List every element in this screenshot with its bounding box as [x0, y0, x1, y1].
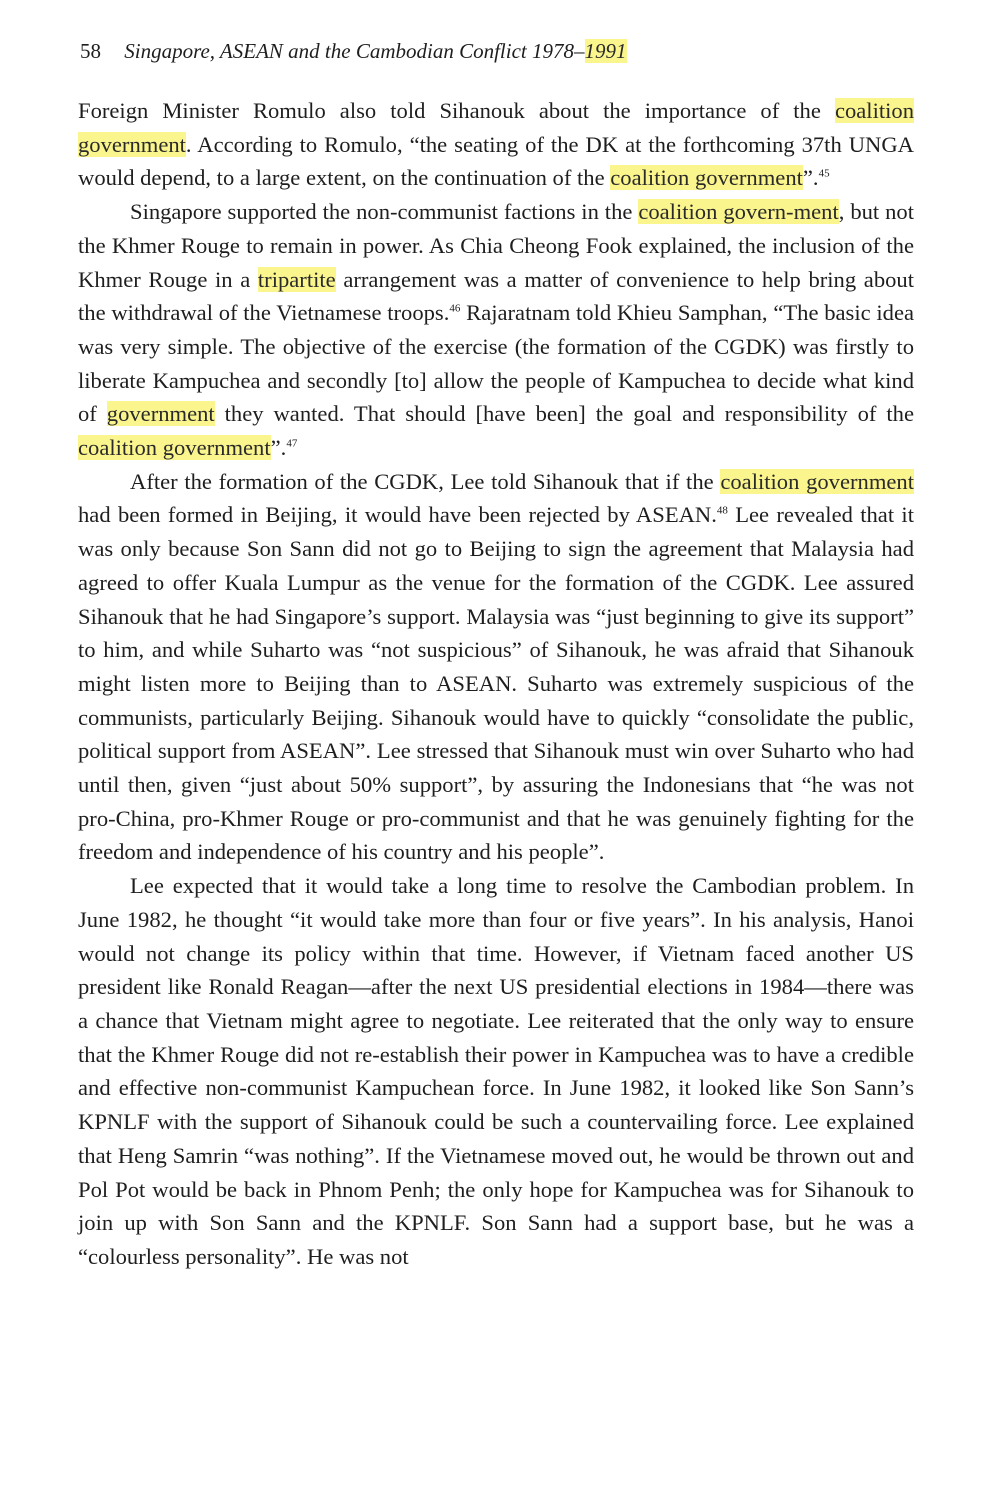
highlighted-text: coalition government: [610, 165, 803, 191]
highlighted-text: coalition government: [720, 468, 915, 494]
text-run: arrangement was a matter of convenience to help bring about the withdrawal of the Vietnamese troops.: [78, 266, 914, 326]
running-title: [124, 39, 626, 63]
text-run: , but not the Khmer Rouge to remain in power. As Chia Cheong Fook explained, the inclusion of the Khmer Rouge in a: [78, 199, 914, 292]
paragraph: [78, 195, 914, 465]
running-head: [80, 36, 920, 66]
text-run: Rajaratnam told Khieu Samphan, “The basic idea was very simple. The objective of the exercise (the formation of the CGDK) was firstly to liberate Kampuchea and secondly [to] allow the people of Kampuchea to decide what kind of: [78, 300, 915, 427]
footnote-ref: 46: [449, 302, 461, 315]
text-run: Foreign Minister Romulo also told Sihanouk about the importance of the: [78, 98, 835, 123]
paragraph: [78, 94, 914, 195]
highlighted-text: tripartite: [257, 266, 336, 292]
text-run: After the formation of the CGDK, Lee told Sihanouk that if the: [130, 468, 721, 494]
text-run: Singapore supported the non-communist factions in the: [130, 199, 639, 225]
highlighted-text: government: [106, 401, 215, 427]
highlighted-text: coalition govern-ment: [638, 199, 839, 225]
text-run: ”.: [270, 435, 287, 461]
text-run: Lee revealed that it was only because Son Sann did not go to Beijing to sign the agreement that Malaysia had agreed to offer Kuala Lumpur as the venue for the formation of the CGDK. Lee assured Sihanouk that he had Singapore’s support. Malaysia was “just beginning to give its support” to him, and while Suharto was “not suspicious” of Sihanouk, he was afraid that Sihanouk might listen more to Beijing than to ASEAN. Suharto was extremely suspicious of the communists, particularly Beijing. Sihanouk would have to quickly “consolidate the public, political support from ASEAN”. Lee stressed that Sihanouk must win over Suharto who had until then, given “just about 50% support”, by assuring the Indonesians that “he was not pro-China, pro-Khmer Rouge or pro-communist and that he was genuinely fighting for the freedom and independence of his country and his people”.: [78, 502, 914, 865]
text-run: they wanted. That should [have been] the goal and responsibility of the: [214, 401, 914, 427]
text-run: had been formed in Beijing, it would have been rejected by ASEAN.: [78, 502, 717, 528]
page-number: 58: [80, 39, 101, 63]
footnote-ref: 48: [716, 504, 728, 517]
highlight-year: 1991: [584, 39, 627, 63]
body-text: [78, 94, 914, 1274]
text-run: Lee expected that it would take a long time to resolve the Cambodian problem. In June 1982, he thought “it would take more than four or five years”. In his analysis, Hanoi would not change its policy within that time. However, if Vietnam faced another US president like Ronald Reagan—after the next US presidential elections in 1984—there was a chance that Vietnam might agree to negotiate. Lee reiterated that the only way to ensure that the Khmer Rouge did not re-establish their power in Kampuchea was to have a credible and effective non-communist Kampuchean force. In June 1982, it looked like Son Sann’s KPNLF with the support of Sihanouk could be such a countervailing force. Lee explained that Heng Samrin “was nothing”. If the Vietnamese moved out, he would be thrown out and Pol Pot would be back in Phnom Penh; the only hope for Kampuchea was for Sihanouk to join up with Son Sann and the KPNLF. Son Sann had a support base, but he was a “colourless personality”. He was not: [78, 873, 914, 1269]
footnote-ref: 45: [818, 167, 830, 180]
paragraph: [78, 465, 914, 869]
highlighted-text: coalition government: [78, 435, 271, 461]
text-run: . According to Romulo, “the seating of the DK at the forthcoming 37th UNGA would depend, to a large extent, on the continuation of the: [78, 131, 914, 191]
highlighted-text: coalition government: [78, 98, 914, 157]
running-title-text: Singapore, ASEAN and the Cambodian Conflict 1978–: [124, 39, 585, 63]
footnote-ref: 47: [286, 437, 298, 450]
text-run: ”.: [802, 165, 819, 191]
paragraph: [78, 869, 914, 1273]
